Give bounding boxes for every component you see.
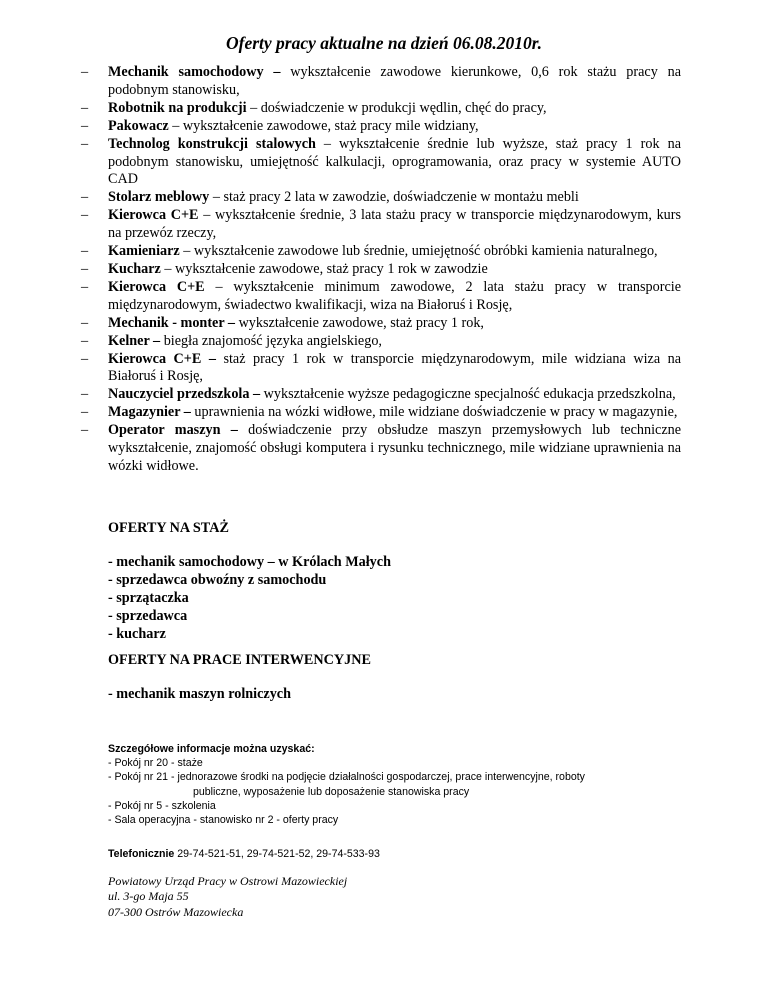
job-description: uprawnienia na wózki widłowe, mile widziane doświadczenie w pracy w magazynie, [190, 404, 678, 421]
page-title: Oferty pracy aktualne na dzień 06.08.2010r. [226, 33, 542, 53]
job-title: Kierowca C+E [108, 207, 199, 224]
bullet-dash: – [81, 99, 89, 116]
list-item [81, 189, 681, 207]
bullet-dash: – [81, 135, 89, 152]
address-line: ul. 3-go Maja 55 [108, 889, 189, 904]
job-description: – wykształcenie minimum zawodowe, 2 lata stażu pracy w transporcie międzynarodowym, świadectwo kwalifikacji, wiza na Białoruś i Rosję, [108, 278, 681, 313]
info-block [108, 742, 668, 827]
job-offers-list [81, 64, 682, 476]
list-item [81, 117, 681, 136]
list-item [81, 332, 681, 351]
list-item [81, 422, 682, 476]
list-item [81, 135, 682, 190]
list-item [81, 207, 682, 243]
job-title: Kucharz [108, 260, 161, 277]
info-line: - Pokój nr 21 - jednorazowe środki na podjęcie działalności gospodarczej, prace interwencyjne, roboty [108, 771, 585, 784]
job-description: – wykształcenie średnie, 3 lata stażu pracy w transporcie międzynarodowym, kurs na przewóz rzeczy, [108, 207, 682, 242]
office-address [108, 874, 347, 920]
list-item [81, 314, 681, 333]
job-description: doświadczenie przy obsłudze maszyn przemysłowych lub techniczne wykształcenie, znajomość obsługi komputera i rysunku technicznego, mile widziane uprawnienia na wózki widłowe. [108, 422, 682, 474]
list-item: - mechanik maszyn rolniczych [108, 686, 291, 702]
info-line: publiczne, wyposażenie lub doposażenie stanowiska pracy [193, 785, 470, 798]
list-item [81, 350, 682, 387]
list-item: - kucharz [108, 625, 166, 642]
list-item [81, 99, 681, 118]
bullet-dash: – [81, 278, 89, 295]
job-title: Kamieniarz [108, 243, 180, 260]
bullet-dash: – [81, 314, 89, 331]
phone-label: Telefonicznie [108, 848, 175, 860]
job-description: – staż pracy 2 lata w zawodzie, doświadczenie w montażu mebli [209, 189, 579, 206]
job-description: wykształcenie zawodowe, staż pracy 1 rok, [235, 314, 484, 331]
info-line: - Pokój nr 5 - szkolenia [108, 799, 216, 812]
staz-heading: OFERTY NA STAŻ [108, 520, 229, 536]
job-description: – wykształcenie zawodowe, staż pracy mile widziany, [168, 117, 479, 134]
list-item: - sprzedawca obwoźny z samochodu [108, 571, 327, 588]
job-title: Mechanik samochodowy – [108, 64, 281, 80]
bullet-dash: – [81, 189, 89, 206]
job-description: biegła znajomość języka angielskiego, [160, 332, 382, 349]
phone-values: 29-74-521-51, 29-74-521-52, 29-74-533-93 [174, 848, 380, 860]
bullet-dash: – [81, 404, 89, 421]
address-line: Powiatowy Urząd Pracy w Ostrowi Mazowieckiej [108, 874, 348, 888]
job-title: Robotnik na produkcji [108, 99, 247, 116]
staz-list [108, 554, 391, 644]
bullet-dash: – [81, 64, 89, 80]
bullet-dash: – [81, 386, 89, 403]
phone-numbers [108, 848, 380, 860]
job-title: Nauczyciel przedszkola – [108, 386, 261, 403]
list-item [81, 386, 681, 404]
job-title: Kierowca C+E [108, 278, 205, 295]
info-line: - Pokój nr 20 - staże [108, 757, 203, 770]
job-title: Pakowacz [108, 117, 169, 134]
bullet-dash: – [81, 332, 89, 349]
job-title: Stolarz meblowy [108, 189, 210, 206]
info-line: - Sala operacyjna - stanowisko nr 2 - oferty pracy [108, 814, 339, 827]
list-item: - sprzedawca [108, 607, 188, 624]
job-description: wykształcenie wyższe pedagogiczne specjalność edukacja przedszkolna, [260, 386, 676, 403]
job-description: staż pracy 1 rok w transporcie międzynarodowym, mile widziana wiza na Białoruś i Rosję, [108, 350, 682, 385]
list-item: - mechanik samochodowy – w Królach Małych [108, 554, 391, 570]
list-item [81, 260, 681, 279]
list-item [81, 278, 681, 315]
job-description: – wykształcenie zawodowe lub średnie, umiejętność obróbki kamienia naturalnego, [179, 243, 658, 260]
job-title: Mechanik - monter – [108, 314, 236, 331]
list-item: - sprzątaczka [108, 589, 189, 606]
job-description: wykształcenie zawodowe kierunkowe, 0,6 rok stażu pracy na podobnym stanowisku, [108, 64, 681, 98]
bullet-dash: – [81, 117, 89, 134]
bullet-dash: – [81, 422, 89, 439]
job-description: – doświadczenie w produkcji wędlin, chęć do pracy, [246, 99, 547, 116]
address-line: 07-300 Ostrów Mazowiecka [108, 904, 244, 919]
bullet-dash: – [81, 207, 89, 224]
job-title: Kelner – [108, 332, 161, 349]
list-item [81, 243, 681, 261]
interwencyjne-heading: OFERTY NA PRACE INTERWENCYJNE [108, 652, 371, 668]
bullet-dash: – [81, 243, 89, 260]
job-description: – wykształcenie średnie lub wyższe, staż pracy 1 rok na podobnym stanowisku, umiejętność kalkulacji, oprogramowania, oraz pracy w systemie AUTO CAD [108, 135, 682, 188]
bullet-dash: – [81, 260, 89, 277]
interwencyjne-list [108, 686, 291, 704]
job-title: Operator maszyn – [108, 422, 238, 439]
job-title: Kierowca C+E – [108, 350, 216, 367]
job-description: – wykształcenie zawodowe, staż pracy 1 rok w zawodzie [160, 260, 488, 277]
job-title: Technolog konstrukcji stalowych [108, 135, 316, 152]
info-title: Szczegółowe informacje można uzyskać: [108, 743, 315, 755]
job-title: Magazynier – [108, 404, 191, 421]
list-item [81, 64, 681, 100]
bullet-dash: – [81, 350, 89, 367]
list-item [81, 404, 681, 422]
